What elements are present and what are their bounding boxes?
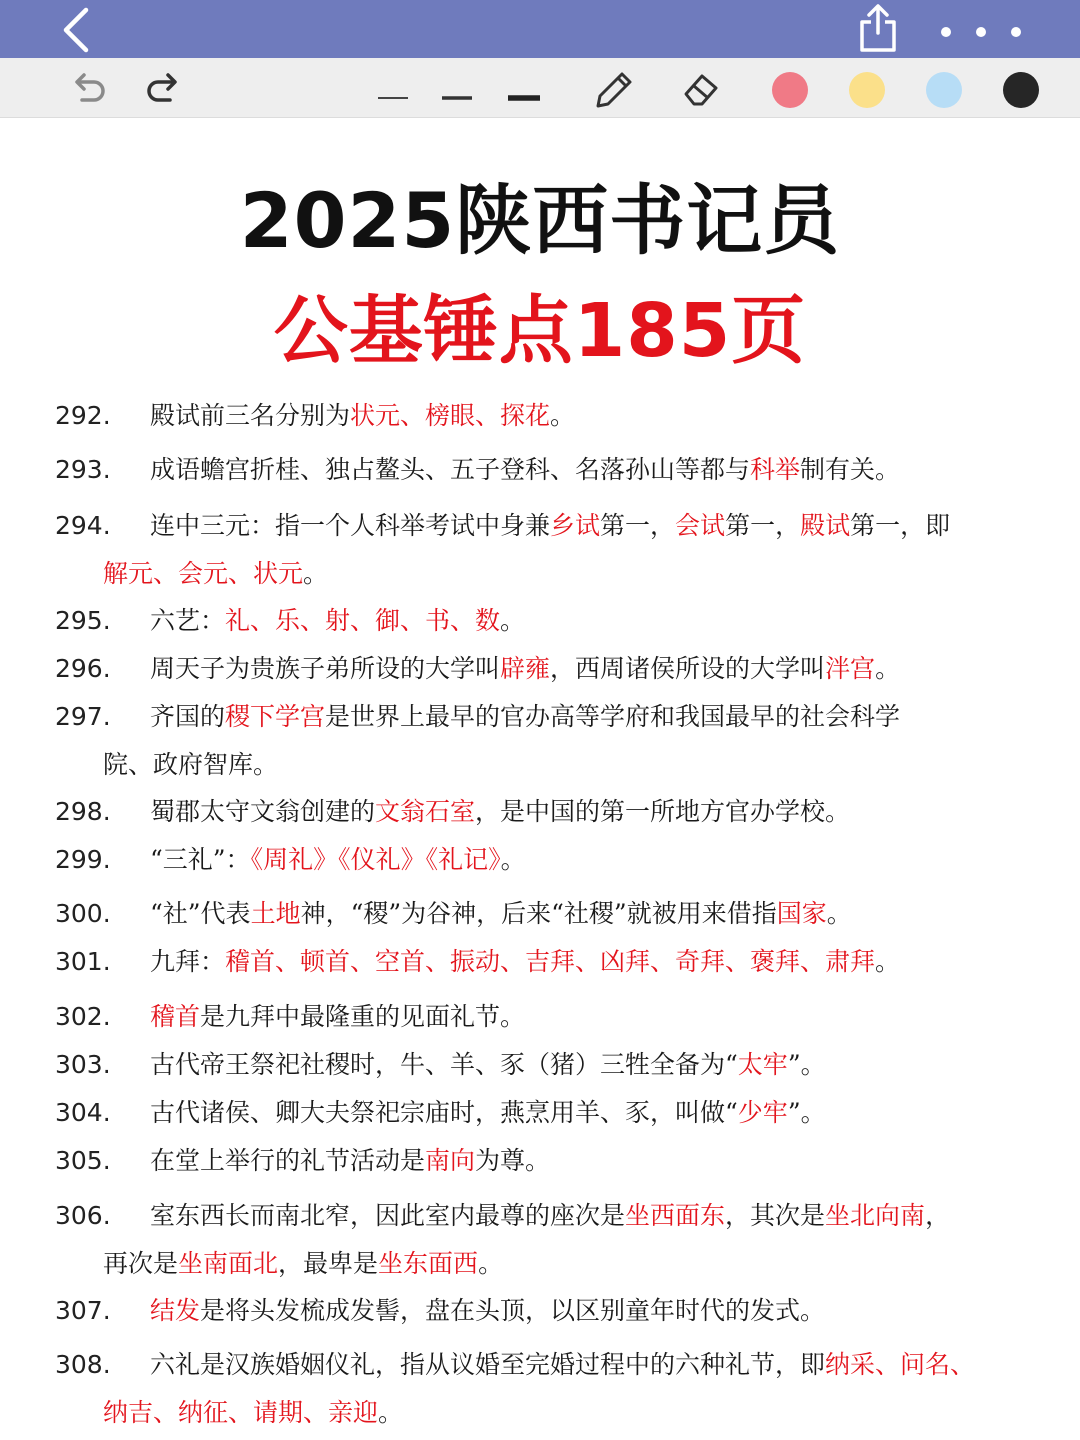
item-text: 。 [875, 654, 901, 683]
item-text: 。 [875, 947, 901, 976]
color-swatch-yellow[interactable] [849, 72, 885, 108]
eraser-icon[interactable] [678, 66, 724, 110]
item-line [150, 1041, 1030, 1089]
item-text: 神，“稷”为谷神，后来“社稷”就被用来借指 [300, 899, 777, 928]
item-line [150, 1137, 1030, 1185]
item-line [150, 890, 1030, 938]
list-item [0, 1089, 1080, 1137]
item-number: 299. [55, 845, 111, 874]
item-number: 301. [55, 947, 111, 976]
highlighted-term: 稷下学宫 [225, 702, 326, 731]
item-text: 古代诸侯、卿大夫祭祀宗庙时，燕烹用羊、豕，叫做“ [150, 1098, 738, 1127]
item-text: 。 [826, 899, 852, 928]
list-item [0, 446, 1080, 494]
item-line-continued [103, 741, 1023, 789]
drawing-toolbar [0, 58, 1080, 118]
list-item [0, 1192, 1080, 1288]
item-number: 297. [55, 702, 111, 731]
item-line [150, 788, 1030, 836]
item-line [150, 1192, 1030, 1240]
item-text: 是世界上最早的官办高等学府和我国最早的社会科学 [325, 702, 901, 731]
highlighted-term: 文翁石室 [375, 797, 476, 826]
item-number: 305. [55, 1146, 111, 1175]
list-item [0, 1041, 1080, 1089]
item-text: 。 [500, 845, 526, 874]
item-text: 。 [303, 559, 329, 588]
item-text: ，是中国的第一所地方官办学校。 [475, 797, 851, 826]
list-item [0, 645, 1080, 693]
highlighted-term: 《周礼》《仪礼》《礼记》 [250, 845, 501, 874]
item-number: 304. [55, 1098, 111, 1127]
highlighted-term: 少牢 [737, 1098, 788, 1127]
item-line [150, 392, 1030, 440]
more-dots-icon[interactable] [930, 12, 1030, 48]
list-item [0, 1137, 1080, 1185]
highlighted-term: 稽首、顿首、空首、振动、吉拜、凶拜、奇拜、褒拜、肃拜 [225, 947, 876, 976]
highlighted-term: 解元、会元、状元 [103, 559, 304, 588]
item-number: 298. [55, 797, 111, 826]
item-number: 307. [55, 1296, 111, 1325]
item-line [150, 446, 1030, 494]
item-line [150, 836, 1030, 884]
highlighted-term: 礼、乐、射、御、书、数 [225, 606, 501, 635]
item-text: “社”代表 [150, 899, 251, 928]
highlighted-term: 纳吉、纳征、请期、亲迎 [103, 1398, 379, 1427]
highlighted-term: 太牢 [737, 1050, 788, 1079]
item-text: 古代帝王祭祀社稷时，牛、羊、豕（猪）三牲全备为“ [150, 1050, 738, 1079]
item-number: 293. [55, 455, 111, 484]
item-number: 300. [55, 899, 111, 928]
item-text: 。 [500, 606, 526, 635]
highlighted-term: 会试 [675, 511, 726, 540]
item-text: ， [925, 1201, 951, 1230]
list-item [0, 788, 1080, 836]
highlighted-term: 坐北向南 [825, 1201, 926, 1230]
document-title: 2025陕西书记员 [239, 176, 841, 265]
item-text: ”。 [787, 1098, 826, 1127]
item-text: ，其次是 [725, 1201, 826, 1230]
list-item [0, 938, 1080, 986]
share-icon[interactable] [852, 3, 904, 55]
highlighted-term: 状元、榜眼、探花 [350, 401, 551, 430]
item-text: ，最卑是 [278, 1249, 379, 1278]
color-swatch-blue[interactable] [926, 72, 962, 108]
item-line [150, 1287, 1030, 1335]
item-number: 303. [55, 1050, 111, 1079]
item-text: ，西周诸侯所设的大学叫 [550, 654, 826, 683]
chevron-left-icon[interactable] [52, 4, 102, 54]
item-number: 306. [55, 1201, 111, 1230]
list-item [0, 993, 1080, 1041]
item-line-continued [103, 550, 1023, 598]
color-swatch-black[interactable] [1003, 72, 1039, 108]
item-text: “三礼”： [150, 845, 251, 874]
item-line [150, 1089, 1030, 1137]
item-number: 294. [55, 511, 111, 540]
item-text: 殿试前三名分别为 [150, 401, 351, 430]
list-item [0, 597, 1080, 645]
item-line [150, 502, 1030, 550]
item-text: 为尊。 [475, 1146, 551, 1175]
item-number: 292. [55, 401, 111, 430]
item-line-continued [103, 1389, 1023, 1437]
highlighted-term: 南向 [425, 1146, 476, 1175]
list-item [0, 502, 1080, 598]
item-text: 。 [378, 1398, 404, 1427]
item-text: 在堂上举行的礼节活动是 [150, 1146, 426, 1175]
item-line [150, 1341, 1030, 1389]
list-item [0, 392, 1080, 440]
highlighted-term: 辟雍 [500, 654, 551, 683]
list-item [0, 836, 1080, 884]
item-line [150, 938, 1030, 986]
highlighted-term: 泮宫 [825, 654, 876, 683]
highlighted-term: 结发 [150, 1296, 201, 1325]
highlighted-term: 稽首 [150, 1002, 201, 1031]
stroke-medium-icon[interactable] [440, 66, 474, 110]
item-line [150, 693, 1030, 741]
pen-icon[interactable] [590, 66, 636, 110]
item-number: 308. [55, 1350, 111, 1379]
undo-icon[interactable] [66, 66, 110, 110]
item-text: 六艺： [150, 606, 226, 635]
item-text: 周天子为贵族子弟所设的大学叫 [150, 654, 501, 683]
item-text: 第一，即 [850, 511, 951, 540]
app-bar [0, 0, 1080, 58]
highlighted-term: 土地 [250, 899, 301, 928]
stroke-thick-icon[interactable] [506, 66, 542, 110]
list-item [0, 693, 1080, 789]
item-text: 六礼是汉族婚姻仪礼，指从议婚至完婚过程中的六种礼节，即 [150, 1350, 826, 1379]
item-text: 蜀郡太守文翁创建的 [150, 797, 376, 826]
item-number: 302. [55, 1002, 111, 1031]
item-text: 连中三元：指一个人科举考试中身兼 [150, 511, 551, 540]
item-line [150, 597, 1030, 645]
stroke-thin-icon[interactable] [376, 66, 410, 110]
item-text: 九拜： [150, 947, 226, 976]
list-item [0, 1341, 1080, 1437]
item-text: 第一， [600, 511, 676, 540]
item-text: 制有关。 [800, 455, 901, 484]
item-text: 是将头发梳成发髻，盘在头顶，以区别童年时代的发式。 [200, 1296, 826, 1325]
highlighted-term: 殿试 [800, 511, 851, 540]
list-item [0, 1287, 1080, 1335]
item-text: 。 [550, 401, 576, 430]
highlighted-term: 乡试 [550, 511, 601, 540]
highlighted-term: 坐西面东 [625, 1201, 726, 1230]
color-swatch-pink[interactable] [772, 72, 808, 108]
item-text: 。 [478, 1249, 504, 1278]
item-line [150, 993, 1030, 1041]
item-number: 296. [55, 654, 111, 683]
item-text: 齐国的 [150, 702, 226, 731]
item-text: 室东西长而南北窄，因此室内最尊的座次是 [150, 1201, 626, 1230]
item-text: 是九拜中最隆重的见面礼节。 [200, 1002, 526, 1031]
item-text: 院、政府智库。 [103, 750, 279, 779]
redo-icon[interactable] [142, 66, 186, 110]
highlighted-term: 坐南面北 [178, 1249, 279, 1278]
item-text: 第一， [725, 511, 801, 540]
item-line [150, 645, 1030, 693]
document-subtitle: 公基锤点185页 [273, 288, 807, 374]
highlighted-term: 纳采、问名、 [825, 1350, 976, 1379]
list-item [0, 890, 1080, 938]
highlighted-term: 国家 [776, 899, 827, 928]
item-text: ”。 [787, 1050, 826, 1079]
highlighted-term: 科举 [750, 455, 801, 484]
item-text: 再次是 [103, 1249, 179, 1278]
item-line-continued [103, 1240, 1023, 1288]
item-number: 295. [55, 606, 111, 635]
highlighted-term: 坐东面西 [378, 1249, 479, 1278]
item-text: 成语蟾宫折桂、独占鳌头、五子登科、名落孙山等都与 [150, 455, 751, 484]
